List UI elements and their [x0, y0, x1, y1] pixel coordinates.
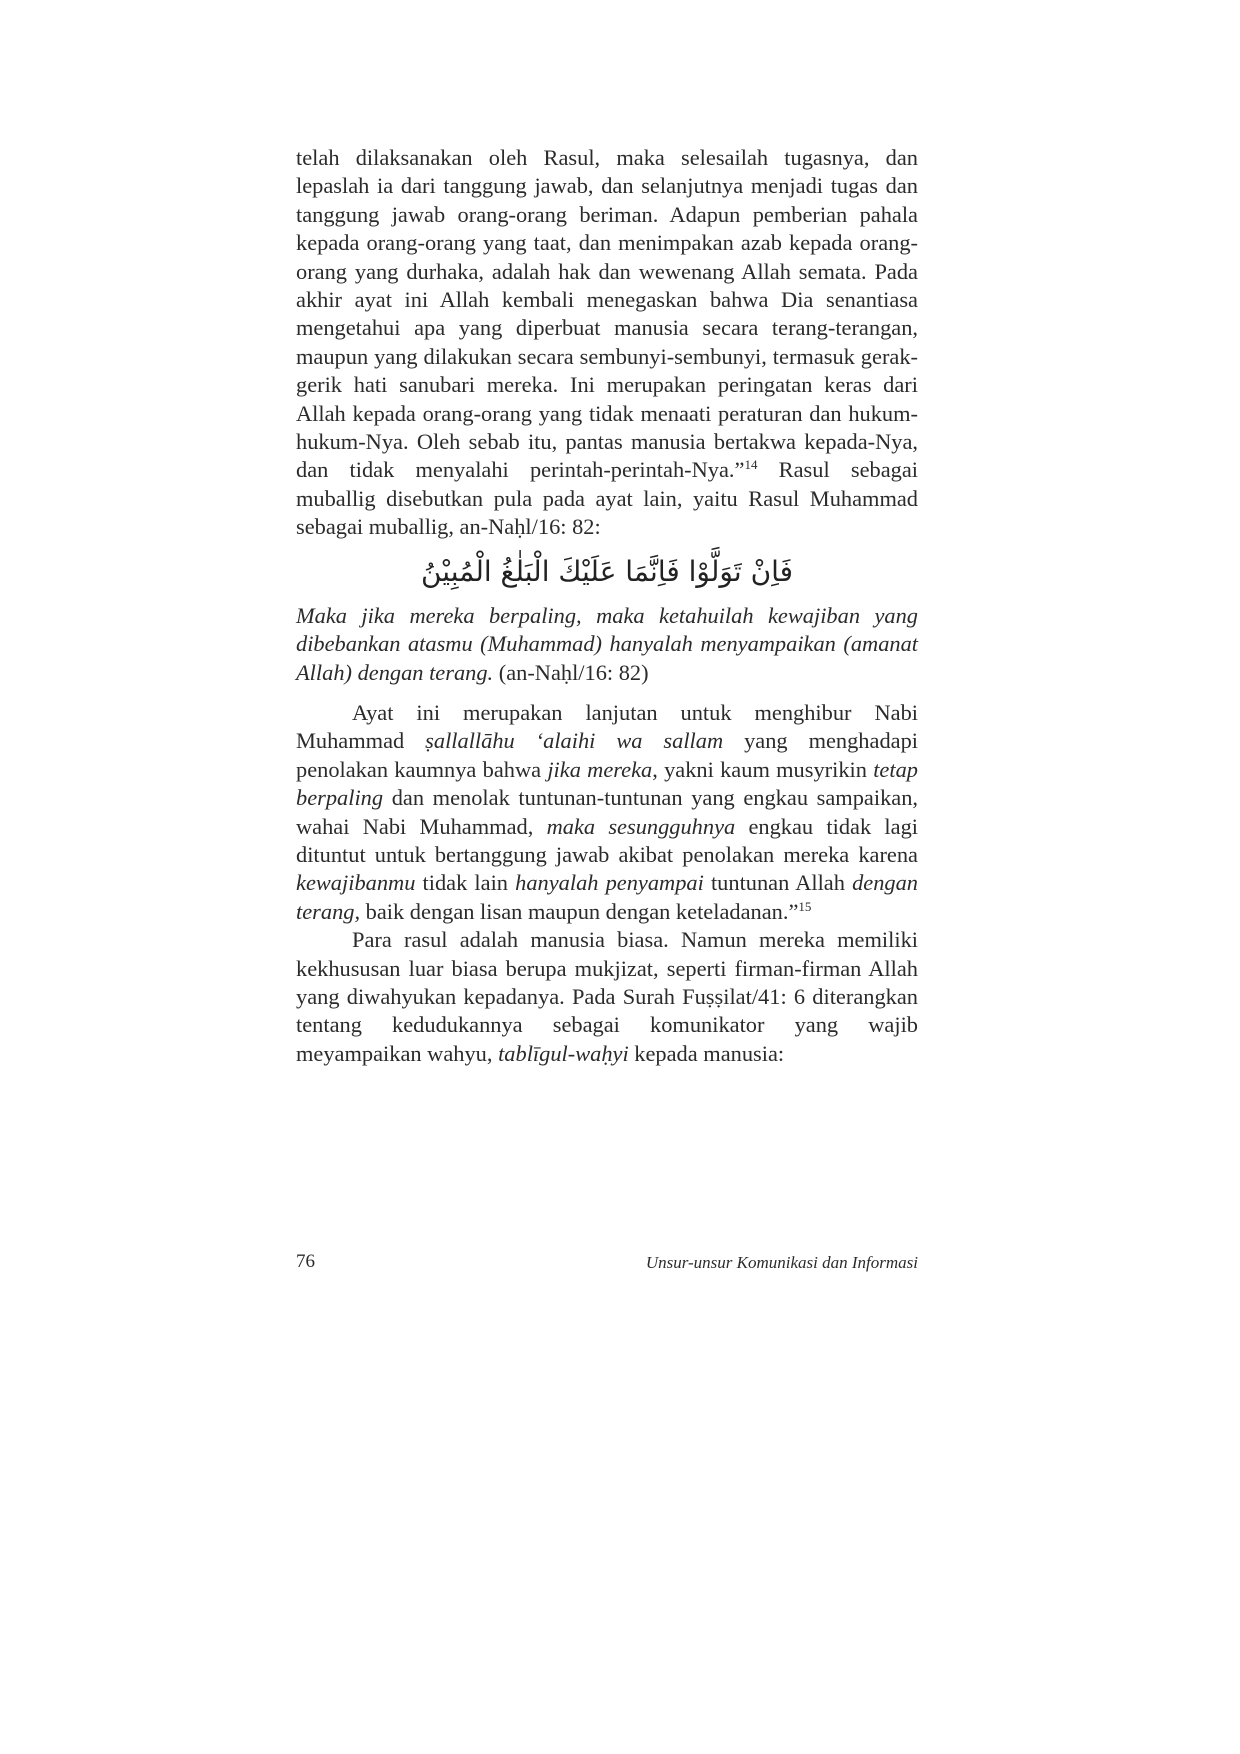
paragraph-3	[296, 926, 918, 1068]
p2-text-1: Ayat ini merupakan lanjutan untuk menghibur Nabi Muhammad	[296, 699, 918, 754]
p2-text-6: tidak lain	[415, 870, 516, 896]
p3-text-2: kepada manusia:	[628, 1040, 785, 1066]
p2-italic-3: tetap berpaling	[296, 756, 918, 811]
arabic-verse: فَاِنْ تَوَلَّوْا فَاِنَّمَا عَلَيْكَ الْبَلٰغُ الْمُبِيْنُ	[420, 554, 794, 588]
paragraph-2	[296, 699, 918, 926]
running-title: Unsur-unsur Komunikasi dan Informasi	[645, 1253, 918, 1272]
p2-italic-6: hanyalah penyampai	[515, 870, 704, 896]
p2-text-5: engkau tidak lagi dituntut untuk bertanggung jawab akibat penolakan mereka karena	[296, 813, 918, 867]
page-number: 76	[296, 1251, 315, 1272]
paragraph-1-text-b: Rasul sebagai muballig disebutkan pula pada ayat lain, yaitu Rasul Muhammad sebagai muballig, an-Naḥl/16: 82:	[296, 457, 919, 540]
paragraph-1	[296, 144, 918, 542]
footnote-ref-14[interactable]: 14	[744, 457, 758, 473]
footnote-ref-15[interactable]: 15	[798, 898, 812, 914]
p2-text-2: yang menghadapi penolakan kaumnya bahwa	[296, 728, 918, 782]
p3-text-1: Para rasul adalah manusia biasa. Namun mereka memiliki kekhususan luar biasa berupa mukjizat, seperti firman-firman Allah yang diwahyukan kepadanya. Pada Surah Fuṣṣilat/41: 6 diterangkan tentang kedudukannya sebagai komunikator yang wajib meyampaikan wahyu,	[296, 927, 918, 1066]
body-text	[296, 144, 918, 1068]
page-footer	[296, 1251, 918, 1277]
paragraph-1-text-a: telah dilaksanakan oleh Rasul, maka selesailah tugasnya, dan lepaslah ia dari tanggung jawab, dan selanjutnya menjadi tugas dan tanggung jawab orang-orang beriman. Adapun pemberian pahala kepada orang-orang yang taat, dan menimpakan azab kepada orang-orang yang durhaka, adalah hak dan wewenang Allah semata. Pada akhir ayat ini Allah kembali menegaskan bahwa Dia senantiasa mengetahui apa yang diperbuat manusia secara terang-terangan, maupun yang dilakukan secara sembunyi-sembunyi, termasuk gerak-gerik hati sanubari mereka. Ini merupakan peringatan keras dari Allah kepada orang-orang yang tidak menaati peraturan dan hukum-hukum-Nya. Oleh sebab itu, pantas manusia bertakwa kepada-Nya, dan tidak menyalahi perintah-perintah-Nya.”	[296, 145, 918, 483]
p2-text-4: dan menolak tuntunan-tuntunan yang engkau sampaikan, wahai Nabi Muhammad,	[296, 785, 918, 839]
p2-italic-1: ṣallallāhu ‘alaihi wa sallam	[425, 728, 724, 754]
p2-text-8: baik dengan lisan maupun dengan keteladanan.”	[360, 898, 799, 924]
p2-italic-2: jika mereka	[547, 756, 653, 782]
translation-reference: (an-Naḥl/16: 82)	[493, 659, 649, 685]
p2-italic-4: maka sesungguhnya	[546, 813, 736, 839]
p2-text-7: tuntunan Allah	[703, 870, 853, 896]
p2-text-3: , yakni kaum musyrikin	[652, 756, 874, 782]
translation-text: Maka jika mereka berpaling, maka ketahuilah kewajiban yang dibebankan atasmu (Muhammad) hanyalah menyampaikan (amanat Allah) dengan terang.	[296, 602, 918, 685]
p2-italic-5: kewajibanmu	[296, 870, 416, 896]
p2-italic-7: dengan terang,	[296, 870, 918, 924]
p3-italic-1: tablīgul-waḥyi	[498, 1040, 629, 1066]
verse-translation	[296, 602, 918, 687]
